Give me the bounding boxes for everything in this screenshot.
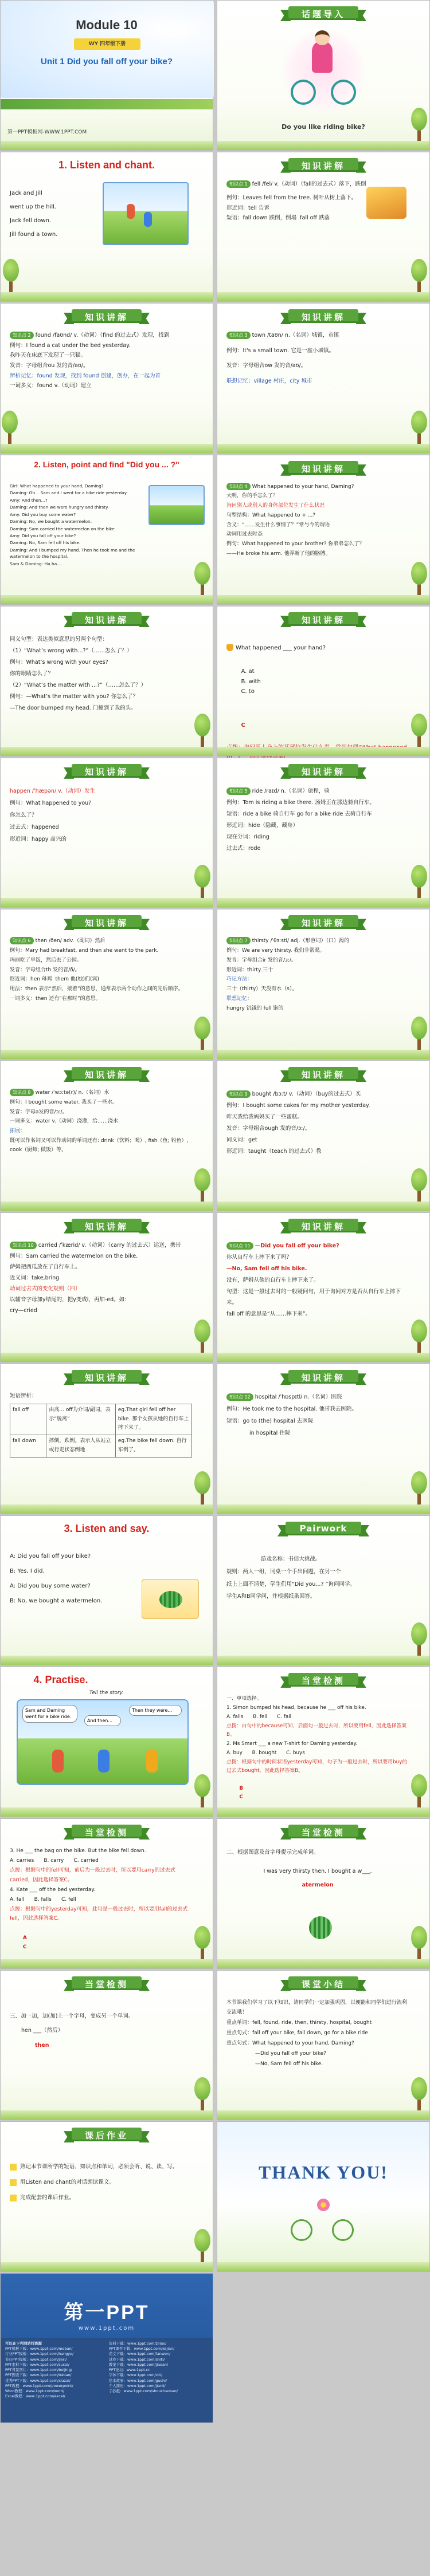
point-head: town /taʊn/ n.（名词）城镇，市镇 <box>252 332 339 339</box>
point-line: 一词多义：water v.（动词）浇灌，给……浇水 <box>10 1118 118 1125</box>
point-line: 句型结构：What happened to + ...? <box>226 512 316 518</box>
point-head: happen /ˈhæpən/ v.（动词）发生 <box>10 787 95 794</box>
girl-figure-icon <box>312 41 333 73</box>
point-head: —Did you fall off your bike? <box>255 1242 339 1249</box>
heading-ribbon: 当堂检测 <box>64 1823 150 1841</box>
point-head: ride /raɪd/ n.（名词）旅程，骑 <box>252 787 330 794</box>
heading-ribbon: 知识讲解 <box>280 1218 366 1235</box>
term-cell: fall off <box>10 1404 46 1435</box>
bike-scene-picture <box>148 485 205 525</box>
quiz-line: 3. He ___ the bag on the bike. But the bike fell down. <box>10 1848 146 1854</box>
link-line[interactable]: PPT模板下载：www.1ppt.com/moban/ <box>5 2346 73 2351</box>
point-line: 同义句型：表达类似意思的另两个句型： <box>10 636 108 643</box>
number-marker-1 <box>10 2164 17 2171</box>
heading-ribbon: 课后作业 <box>64 2126 150 2144</box>
point-line: 没有，萨姆从他的自行车上摔下来了。 <box>226 1277 319 1283</box>
summary-line: 重点句式：What happened to your hand, Daming? <box>226 2040 354 2046</box>
dialog-line: Daming: Sam carried the watermelon on the bike. <box>10 526 116 531</box>
option-b[interactable]: B. with <box>241 678 261 685</box>
slide-quiz-2[interactable] <box>0 1818 213 1969</box>
point-line: 短语：go to (the) hospital 去医院 <box>226 1418 314 1425</box>
link-line[interactable]: 绘本故事：www.1ppt.com/gushi/ <box>109 2378 167 2383</box>
bike-wheel-icon <box>291 2219 312 2241</box>
heading-ribbon: 当堂检测 <box>64 1975 150 1992</box>
unit-title: Unit 1 Did you fall off your bike? <box>40 57 173 66</box>
slide-point-then[interactable] <box>0 909 213 1059</box>
heading-ribbon: 知识讲解 <box>64 308 150 325</box>
point-line: 巧记方法： <box>226 976 253 983</box>
link-line: 可以在下列网站找资源 <box>5 2341 42 2346</box>
quiz-line: 二、根据图意及首字母提示完成单词。 <box>226 1849 319 1856</box>
dialog-line: Amy: Did you fall off your bike? <box>10 533 76 539</box>
point-line: 例句：What’s wrong with your eyes? <box>10 659 108 666</box>
slide-quiz-4[interactable] <box>0 1970 213 2121</box>
point-line: 动词过去式的变化规则（四） <box>10 1285 81 1292</box>
game-line: 纸上上面不清楚，学生们用“Did you...? ”询问同学。 <box>226 1581 355 1588</box>
compare-intro: 短语辨析： <box>10 1393 37 1400</box>
point-line: 一词多义：then 还有“在那时”的意思。 <box>10 995 101 1002</box>
module-title: Module 10 <box>76 18 138 32</box>
number-marker-2 <box>10 2179 17 2186</box>
heading-ribbon: 知识讲解 <box>64 1066 150 1083</box>
point-line: in hospital 住院 <box>249 1430 291 1437</box>
point-line: —The door bumped my head. 门撞到了我的头。 <box>10 705 136 712</box>
point-line: 同义词：get <box>226 1137 257 1144</box>
point-line: 例句：What happened to your brother? 你弟弟怎么了？ <box>226 541 365 548</box>
answer-label: then <box>35 2042 49 2049</box>
heading-ribbon: 知识讲解 <box>64 611 150 628</box>
point-head: carried /ˈkærid/ v.（动词）（carry 的过去式）运送，携带 <box>38 1242 181 1248</box>
heading-ribbon: 知识讲解 <box>280 611 366 628</box>
point-badge: 知识点 12 <box>226 1393 253 1401</box>
point-line: 用法：then 表示“然后，接着”的意思，通常表示两个动作之间的先后顺序。 <box>10 986 183 992</box>
slide-homework[interactable] <box>0 2121 213 2272</box>
homework-item: 用Listen and chant的对话朗读课文。 <box>20 2179 115 2186</box>
bike-wheel-icon <box>332 2219 354 2241</box>
example-cell: eg.The bike fell down. 自行车倒了。 <box>115 1435 191 1458</box>
quiz-line: I was very thirsty then. I bought a w___. <box>263 1868 372 1874</box>
point-line: 句型：这是一般过去时的一般疑问句，用于询问对方是否从自行车上摔下来。 <box>226 1288 401 1306</box>
point-line: 短语：ride a bike 骑自行车 go for a bike ride 去骑自行车 <box>226 810 372 817</box>
point-badge: 知识点 4 <box>226 483 251 490</box>
point-line: 三十（thirty）天没有水（s）。 <box>226 986 298 992</box>
slide-point-what-happened[interactable] <box>217 455 430 605</box>
slide-quiz-3[interactable] <box>217 1818 430 1969</box>
answer-label: C <box>22 1944 27 1950</box>
dialog-line: Girl: What happened to your hand, Daming? <box>10 483 104 489</box>
point-line: 发音：字母组合ow 发的音/aʊ/。 <box>226 363 307 369</box>
quiz-line: A. buy B. bought C. buys <box>226 1750 305 1756</box>
point-line: 形近词：taught（teach 的过去式）教 <box>226 1148 322 1155</box>
dialog-line: Amy: And then...? <box>10 497 48 503</box>
answer-label: B <box>239 1785 244 1791</box>
link-line[interactable]: 范文下载：www.1ppt.com/fanwen/ <box>109 2352 171 2357</box>
summary-line: 重点句式：fall off your bike, fall down, go for a bike ride <box>226 2030 368 2036</box>
slide-title: 3. Listen and say. <box>64 1522 150 1534</box>
chant-line: Jack and Jill <box>10 190 42 196</box>
point-line: 形近词：happy 高兴的 <box>10 836 67 842</box>
point-line: （2）“What’s the matter with ...?”（……怎么了？） <box>10 682 147 689</box>
dialog-line: Daming: And then we were hungry and thirsty. <box>10 505 109 510</box>
slide-point-town[interactable] <box>217 303 430 454</box>
point-line: 例句：—What’s the matter with you? 你怎么了？ <box>10 694 139 700</box>
point-line: 短语：fall down 跌倒，倒塌 fall off 跌落 <box>226 215 330 222</box>
slide-point-fall-off[interactable] <box>217 1212 430 1363</box>
story-picture <box>17 1699 189 1785</box>
link-line[interactable]: PPT素材下载：www.1ppt.com/sucai/ <box>5 2362 69 2367</box>
chant-line: Jill found a town. <box>10 231 58 238</box>
quiz-line: hen ___（然后） <box>21 2027 64 2034</box>
practise-subtitle: Tell the story. <box>89 1690 124 1696</box>
bike-wheel-front-icon <box>331 80 356 105</box>
brand-logo: 第一PPT <box>64 2301 150 2323</box>
point-badge: 知识点 7 <box>226 937 251 944</box>
kid-figure-icon <box>146 1750 158 1773</box>
watermelon-icon <box>309 1916 332 1939</box>
point-line: （1）“What’s wrong with...?”（……怎么了？） <box>10 648 132 655</box>
link-line[interactable]: 个人简历：www.1ppt.com/jianli/ <box>109 2383 166 2388</box>
point-head: water /ˈwɔːtə(r)/ n.（名词）水 <box>35 1090 110 1096</box>
slide-listen-chant[interactable] <box>0 152 213 302</box>
quiz-line: 点拨：根据句中的yesterday可知，此句是一般过去时，所以要用fall的过去式fell，因此选择答案C。 <box>10 1907 188 1922</box>
thank-you-text: THANK YOU! <box>259 2162 388 2183</box>
slide-point-found[interactable] <box>0 303 213 454</box>
trophy-icon <box>226 644 233 651</box>
quiz-line: 1. Simon bumped his head, because he ___ off his bike. <box>226 1705 366 1711</box>
link-line[interactable]: Word教程：www.1ppt.com/word/ <box>5 2389 65 2394</box>
point-line: cry—cried <box>10 1307 37 1314</box>
dialog-line: A: Did you buy some water? <box>10 1582 91 1589</box>
speech-bubble: Sam and Daming went for a bike ride. <box>22 1705 77 1723</box>
child-figure-icon <box>127 204 135 219</box>
option-a[interactable]: A. at <box>241 668 255 675</box>
quiz-line: 点拨：根据句中的fell可知，前后为一般过去时，所以要用carry的过去式carried，因此选择答案C。 <box>10 1868 175 1883</box>
point-badge: 知识点 10 <box>10 1242 37 1249</box>
point-head: fell /fel/ v.（动词）（fall的过去式）落下，跌倒 <box>252 180 366 187</box>
point-head: What happened to your hand, Daming? <box>252 483 354 490</box>
link-line[interactable]: Excel教程：www.1ppt.com/excel/ <box>5 2394 65 2399</box>
child-figure-icon <box>144 212 152 227</box>
link-line[interactable]: PPT课件下载：www.1ppt.com/kejian/ <box>109 2346 175 2351</box>
slide-listen-say[interactable] <box>0 1515 213 1666</box>
cover-footer-text: 第一PPT模板网-WWW.1PPT.COM <box>7 129 87 135</box>
falling-leaves-picture <box>366 187 406 219</box>
point-line: 萨姆把西瓜放在了自行车上。 <box>10 1263 81 1270</box>
point-line: 玛丽吃了早饭，然后去了公园。 <box>10 957 83 963</box>
heading-ribbon: 知识讲解 <box>280 1369 366 1386</box>
slide-point-ride[interactable] <box>217 758 430 908</box>
speech-bubble: And then... <box>84 1715 121 1726</box>
point-line: 发音：字母a发的音/ɔː/。 <box>10 1109 68 1115</box>
link-column-right <box>109 2341 208 2420</box>
point-line: 昨天我给我妈妈买了一些蛋糕。 <box>226 1114 303 1121</box>
point-line: 发音：字母组合th 发的音/ð/。 <box>10 967 80 973</box>
slide-topic-intro[interactable] <box>217 0 430 151</box>
slide-point-water[interactable] <box>0 1061 213 1211</box>
dialog-line: Daming: And I bumped my hand. Then he took me and the watermelon to the hospital. <box>10 547 136 560</box>
intro-question: Do you like riding bike? <box>282 123 365 131</box>
hill-picture <box>103 182 189 245</box>
point-line: 询问别人或别人的身体部位发生了什么状况 <box>226 503 325 509</box>
point-line: 例句：Mary had breakfast, and then she went to the park. <box>10 948 159 954</box>
point-line: 你的眼睛怎么了？ <box>10 671 54 678</box>
link-line[interactable]: 试卷下载：www.1ppt.com/shiti/ <box>109 2357 165 2362</box>
watermelon-icon <box>159 1591 182 1608</box>
slide-quiz-1[interactable] <box>217 1667 430 1817</box>
point-line: 联想记忆： <box>226 995 253 1002</box>
heading-ribbon: 知识讲解 <box>280 763 366 780</box>
point-line: 发音：字母组合ir 发的音/ɜː/。 <box>226 957 296 963</box>
answer-label: C <box>239 1794 243 1800</box>
question-stem: What happened ___ your hand? <box>236 645 326 652</box>
point-line: 例句：We are very thirsty. 我们非常渴。 <box>226 948 325 954</box>
table-row <box>10 1404 192 1435</box>
number-marker-3 <box>10 2195 17 2201</box>
point-line: ——He broke his arm. 他弄断了他的胳膊。 <box>226 550 331 557</box>
quiz-line: 三、加一加，加(加)上一个字母，变成另一个单词。 <box>10 2012 134 2019</box>
brand-url[interactable]: www.1ppt.com <box>78 2325 135 2331</box>
quiz-line: A. falls B. fell C. fall <box>226 1714 292 1720</box>
chant-line: Jack fell down. <box>10 217 52 224</box>
game-line: 游戏名称：书信大挑战。 <box>261 1555 321 1562</box>
point-badge: 知识点 2 <box>10 332 34 339</box>
summary-line: 本节课我们学习了以下知识，请同学们一定加强巩固，以便能和同学们进行流利交流哦！ <box>226 1999 408 2015</box>
heading-ribbon: 话题导入 <box>280 5 366 22</box>
point-line: 例句：Sam carried the watermelon on the bike. <box>10 1252 138 1259</box>
summary-line: 重点单词：fell, found, ride, then, thirsty, hospital, bought <box>226 2019 372 2026</box>
heading-ribbon: 当堂检测 <box>280 1823 366 1841</box>
point-line: 既可以作名词又可以作动词的单词还有: drink（饮料；喝）, fish（鱼; 钓鱼）, cook（厨师; 做饭）等。 <box>10 1137 190 1153</box>
game-line: 规则：两人一组，同桌一个手出问题，在另一个 <box>226 1568 341 1575</box>
point-line: 近义词：take,bring <box>10 1274 60 1281</box>
flower-bike-picture <box>286 2196 361 2248</box>
grade-badge: WY 四年级下册 <box>74 38 140 50</box>
point-line: —No, Sam fell off his bike. <box>226 1265 307 1272</box>
point-line: 动词用过去时态 <box>226 531 263 538</box>
link-line[interactable]: PPT论坛：www.1ppt.cn <box>109 2368 151 2373</box>
point-head: bought /bɔːt/ v.（动词）（buy的过去式）买 <box>252 1091 361 1098</box>
link-line[interactable]: PPT背景图片：www.1ppt.com/beijing/ <box>5 2368 72 2373</box>
heading-ribbon: 当堂检测 <box>280 1672 366 1689</box>
point-line: 发音：字母组合ough 发的音/ɔː/。 <box>226 1125 311 1132</box>
kid-figure-icon <box>52 1750 64 1773</box>
point-line: 联想记忆：village 村庄，city 城市 <box>226 378 312 385</box>
point-line: 以辅音字母加y结尾的，把y变成i，再加-ed。如： <box>10 1296 130 1303</box>
link-line[interactable]: 优秀PPT下载：www.1ppt.com/xiazai/ <box>5 2378 71 2383</box>
slide-pairwork[interactable] <box>217 1515 430 1666</box>
point-line: 发音：字母组合ou 发的音/aʊ/。 <box>10 363 89 369</box>
girl-head-icon <box>315 30 330 45</box>
point-head: then /ðen/ adv.（副词）然后 <box>35 938 105 944</box>
slide-phrase-compare[interactable] <box>0 1364 213 1514</box>
dialog-line: A: Did you fall off your bike? <box>10 1553 91 1559</box>
slide-summary[interactable] <box>217 1970 430 2121</box>
quiz-line: 2. Ms Smart ___ a new T-shirt for Daming yesterday. <box>226 1741 358 1747</box>
point-line: 形近词：thirty 三十 <box>226 967 273 973</box>
heading-ribbon: 知识讲解 <box>280 308 366 325</box>
link-line[interactable]: PPT教程：www.1ppt.com/powerpoint/ <box>5 2383 73 2388</box>
slide-point-carried[interactable] <box>0 1212 213 1363</box>
point-badge: 知识点 11 <box>226 1242 253 1250</box>
slide-cover[interactable] <box>0 0 213 151</box>
point-head: found /faʊnd/ v.（动词）（find 的过去式）发现，找到 <box>35 332 170 339</box>
slide-practise[interactable] <box>0 1667 213 1817</box>
point-head: hospital /ˈhɒspɪtl/ n.（名词）医院 <box>255 1394 342 1401</box>
heading-ribbon: 知识讲解 <box>280 914 366 931</box>
point-line: 形近词：hen 母鸡 them 他(她)们(宾) <box>10 976 99 983</box>
link-line[interactable]: 手抄报：www.1ppt.com/shouchaobao/ <box>109 2389 178 2394</box>
point-line: 大明，你的手怎么了？ <box>226 493 279 499</box>
dialog-line: Daming: Oh... Sam and I went for a bike ride yesterday. <box>10 490 128 496</box>
heading-ribbon: 知识讲解 <box>64 763 150 780</box>
homework-item: 完成配套的课后作业。 <box>20 2195 75 2201</box>
link-line[interactable]: 教案下载：www.1ppt.com/jiaoan/ <box>109 2362 169 2367</box>
point-line: 形近词：hide（隐藏，藏身） <box>226 822 299 829</box>
quiz-line: A. carries B. carry C. carried <box>10 1858 99 1864</box>
point-line: 例句：He took me to the hospital. 他带我去医院。 <box>226 1406 357 1413</box>
brand-links-panel <box>1 2338 213 2423</box>
option-c[interactable]: C. to <box>241 688 255 695</box>
link-line[interactable]: PPT图表下载：www.1ppt.com/tubiao/ <box>5 2373 72 2378</box>
point-line: hungry 饥饿的 full 饱的 <box>226 1005 284 1011</box>
heading-ribbon: 知识讲解 <box>64 914 150 931</box>
speech-bubble: Then they were... <box>129 1705 182 1716</box>
answer-label: C <box>241 722 245 728</box>
point-line: 例句：I bought some water. 我买了一些水。 <box>10 1099 118 1105</box>
heading-ribbon: 课堂小结 <box>280 1975 366 1992</box>
summary-line: —Did you fall off your bike? <box>255 2050 327 2057</box>
point-line: fall off 的意思是“从……摔下来”。 <box>226 1310 311 1317</box>
point-badge: 知识点 8 <box>10 1089 34 1096</box>
cover-footer-bar <box>1 99 213 109</box>
slide-point-happen[interactable] <box>0 758 213 908</box>
slide-point-thirsty[interactable] <box>217 909 430 1059</box>
heading-ribbon: 知识讲解 <box>280 157 366 174</box>
bike-girl-picture <box>280 28 366 114</box>
quiz-line: 4. Kate ___ off the bed yesterday. <box>10 1886 96 1893</box>
point-line: 例句：It's a small town. 它是一座小城镇。 <box>226 347 335 354</box>
bike-wheel-rear-icon <box>291 80 316 105</box>
slide-title: 2. Listen, point and find "Did you ... ?" <box>34 459 179 469</box>
chant-line: went up the hill. <box>10 203 57 210</box>
dialog-line: Amy: Did you buy some water? <box>10 511 76 517</box>
slide-point-fell[interactable] <box>217 152 430 302</box>
point-badge: 知识点 5 <box>226 787 251 795</box>
summary-line: —No, Sam fell off his bike. <box>255 2061 323 2067</box>
dialog-line: Daming: No, we bought a watermelon. <box>10 519 92 525</box>
slide-brand[interactable] <box>0 2273 213 2424</box>
slide-synonym-sentences[interactable] <box>0 606 213 757</box>
flower-icon <box>317 2199 330 2211</box>
term-cell: fall down <box>10 1435 46 1458</box>
point-line: 过去式：happened <box>10 824 59 830</box>
watermelon-picture <box>142 1579 199 1619</box>
point-line: 现在分词：riding <box>226 833 269 840</box>
answer-label: atermelon <box>302 1881 334 1888</box>
point-badge: 知识点 1 <box>226 180 251 188</box>
point-line: 例句：Tom is riding a bike there. 汤姆正在那边骑自行车。 <box>226 799 375 806</box>
meaning-cell: 由高... off为介词/副词，表示“脱离” <box>46 1404 115 1435</box>
point-line: 我昨天在床底下发现了一只猫。 <box>10 352 87 359</box>
quiz-line: 一、单项选择。 <box>226 1696 262 1702</box>
slide-title: 4. Practise. <box>33 1674 88 1686</box>
point-line: 例句：I found a cat under the bed yesterday. <box>10 342 131 349</box>
point-line: 你怎么了？ <box>10 812 37 818</box>
point-line: 过去式：rode <box>226 845 261 852</box>
heading-ribbon: 知识讲解 <box>64 1369 150 1386</box>
point-line: 例句：What happened to you? <box>10 799 92 806</box>
dialog-line: B: Yes, I did. <box>10 1567 45 1574</box>
heading-ribbon: 知识讲解 <box>64 1218 150 1235</box>
answer-label: A <box>22 1935 27 1941</box>
point-line: 你从自行车上摔下来了吗？ <box>226 1254 292 1261</box>
point-line: 辨析记忆：found 发现，找到 found 创建，创办，在一起为首 <box>10 372 161 379</box>
point-line: 形近词：tell 告诉 <box>226 204 269 211</box>
quiz-line: A. fall B. falls C. fell <box>10 1896 76 1903</box>
point-badge: 知识点 3 <box>226 332 251 339</box>
slide-listen-point[interactable] <box>0 455 213 605</box>
phrase-table <box>10 1404 192 1458</box>
example-cell: eg.That girl fell off her bike. 那个女孩从她的自行车上摔下来了。 <box>115 1404 191 1435</box>
heading-ribbon: 知识讲解 <box>280 1066 366 1083</box>
quiz-line: 点拨：根据句中的时间状语yesterday可知，句子为一般过去时，所以要用buy的过去式bought，因此选择答案B。 <box>226 1759 408 1774</box>
link-column-left <box>5 2341 104 2420</box>
heading-ribbon: Pairwork <box>277 1521 369 1538</box>
point-line: 拓展： <box>10 1128 26 1135</box>
point-line: 一词多义：found v.（动词）建立 <box>10 383 92 389</box>
link-line[interactable]: 节日PPT模板：www.1ppt.com/jieri/ <box>5 2357 67 2362</box>
game-line: 学生A和B同学问，并根据纸条回答。 <box>226 1593 316 1600</box>
slide-practice-fill[interactable] <box>217 606 430 757</box>
dialog-line: Sam & Daming: Ha ha... <box>10 561 61 566</box>
table-row <box>10 1435 192 1458</box>
slide-point-hospital[interactable] <box>217 1364 430 1514</box>
link-line[interactable]: 行业PPT模板：www.1ppt.com/hangye/ <box>5 2352 74 2357</box>
link-line[interactable]: 资料下载：www.1ppt.com/ziliao/ <box>109 2341 167 2346</box>
quiz-line: 点拨：由句中的because可知，后面句一般过去时，所以要用fell，因此选择答案B。 <box>226 1723 407 1738</box>
dialog-line: B: No, we bought a watermelon. <box>10 1597 103 1604</box>
homework-item: 熟记本节课所学的短语、知识点和单词，必须会听、说、读、写。 <box>20 2164 178 2171</box>
point-badge: 知识点 9 <box>226 1090 251 1098</box>
point-badge: 知识点 6 <box>10 937 34 944</box>
point-line: 例句：I bought some cakes for my mother yesterday. <box>226 1102 370 1109</box>
kid-figure-icon <box>98 1750 110 1773</box>
point-line: 含义：“……发生什么事情了？”常与今的谓语 <box>226 522 330 528</box>
point-head: thirsty /ˈθɜːsti/ adj.（形容词）（口）渴的 <box>252 938 350 944</box>
meaning-cell: 摔倒，跌倒。表示人从站立或行走状态倒地 <box>46 1435 115 1458</box>
slide-title: 1. Listen and chant. <box>58 159 155 171</box>
heading-ribbon: 知识讲解 <box>280 460 366 477</box>
point-line: 例句：Leaves fell from the tree. 树叶从树上落下。 <box>226 195 357 202</box>
dialog-line: Daming: No, Sam fell off his bike. <box>10 540 81 546</box>
slide-point-bought[interactable] <box>217 1061 430 1211</box>
link-line[interactable]: 字体下载：www.1ppt.com/ziti/ <box>109 2373 163 2378</box>
slide-thank-you[interactable] <box>217 2121 430 2272</box>
